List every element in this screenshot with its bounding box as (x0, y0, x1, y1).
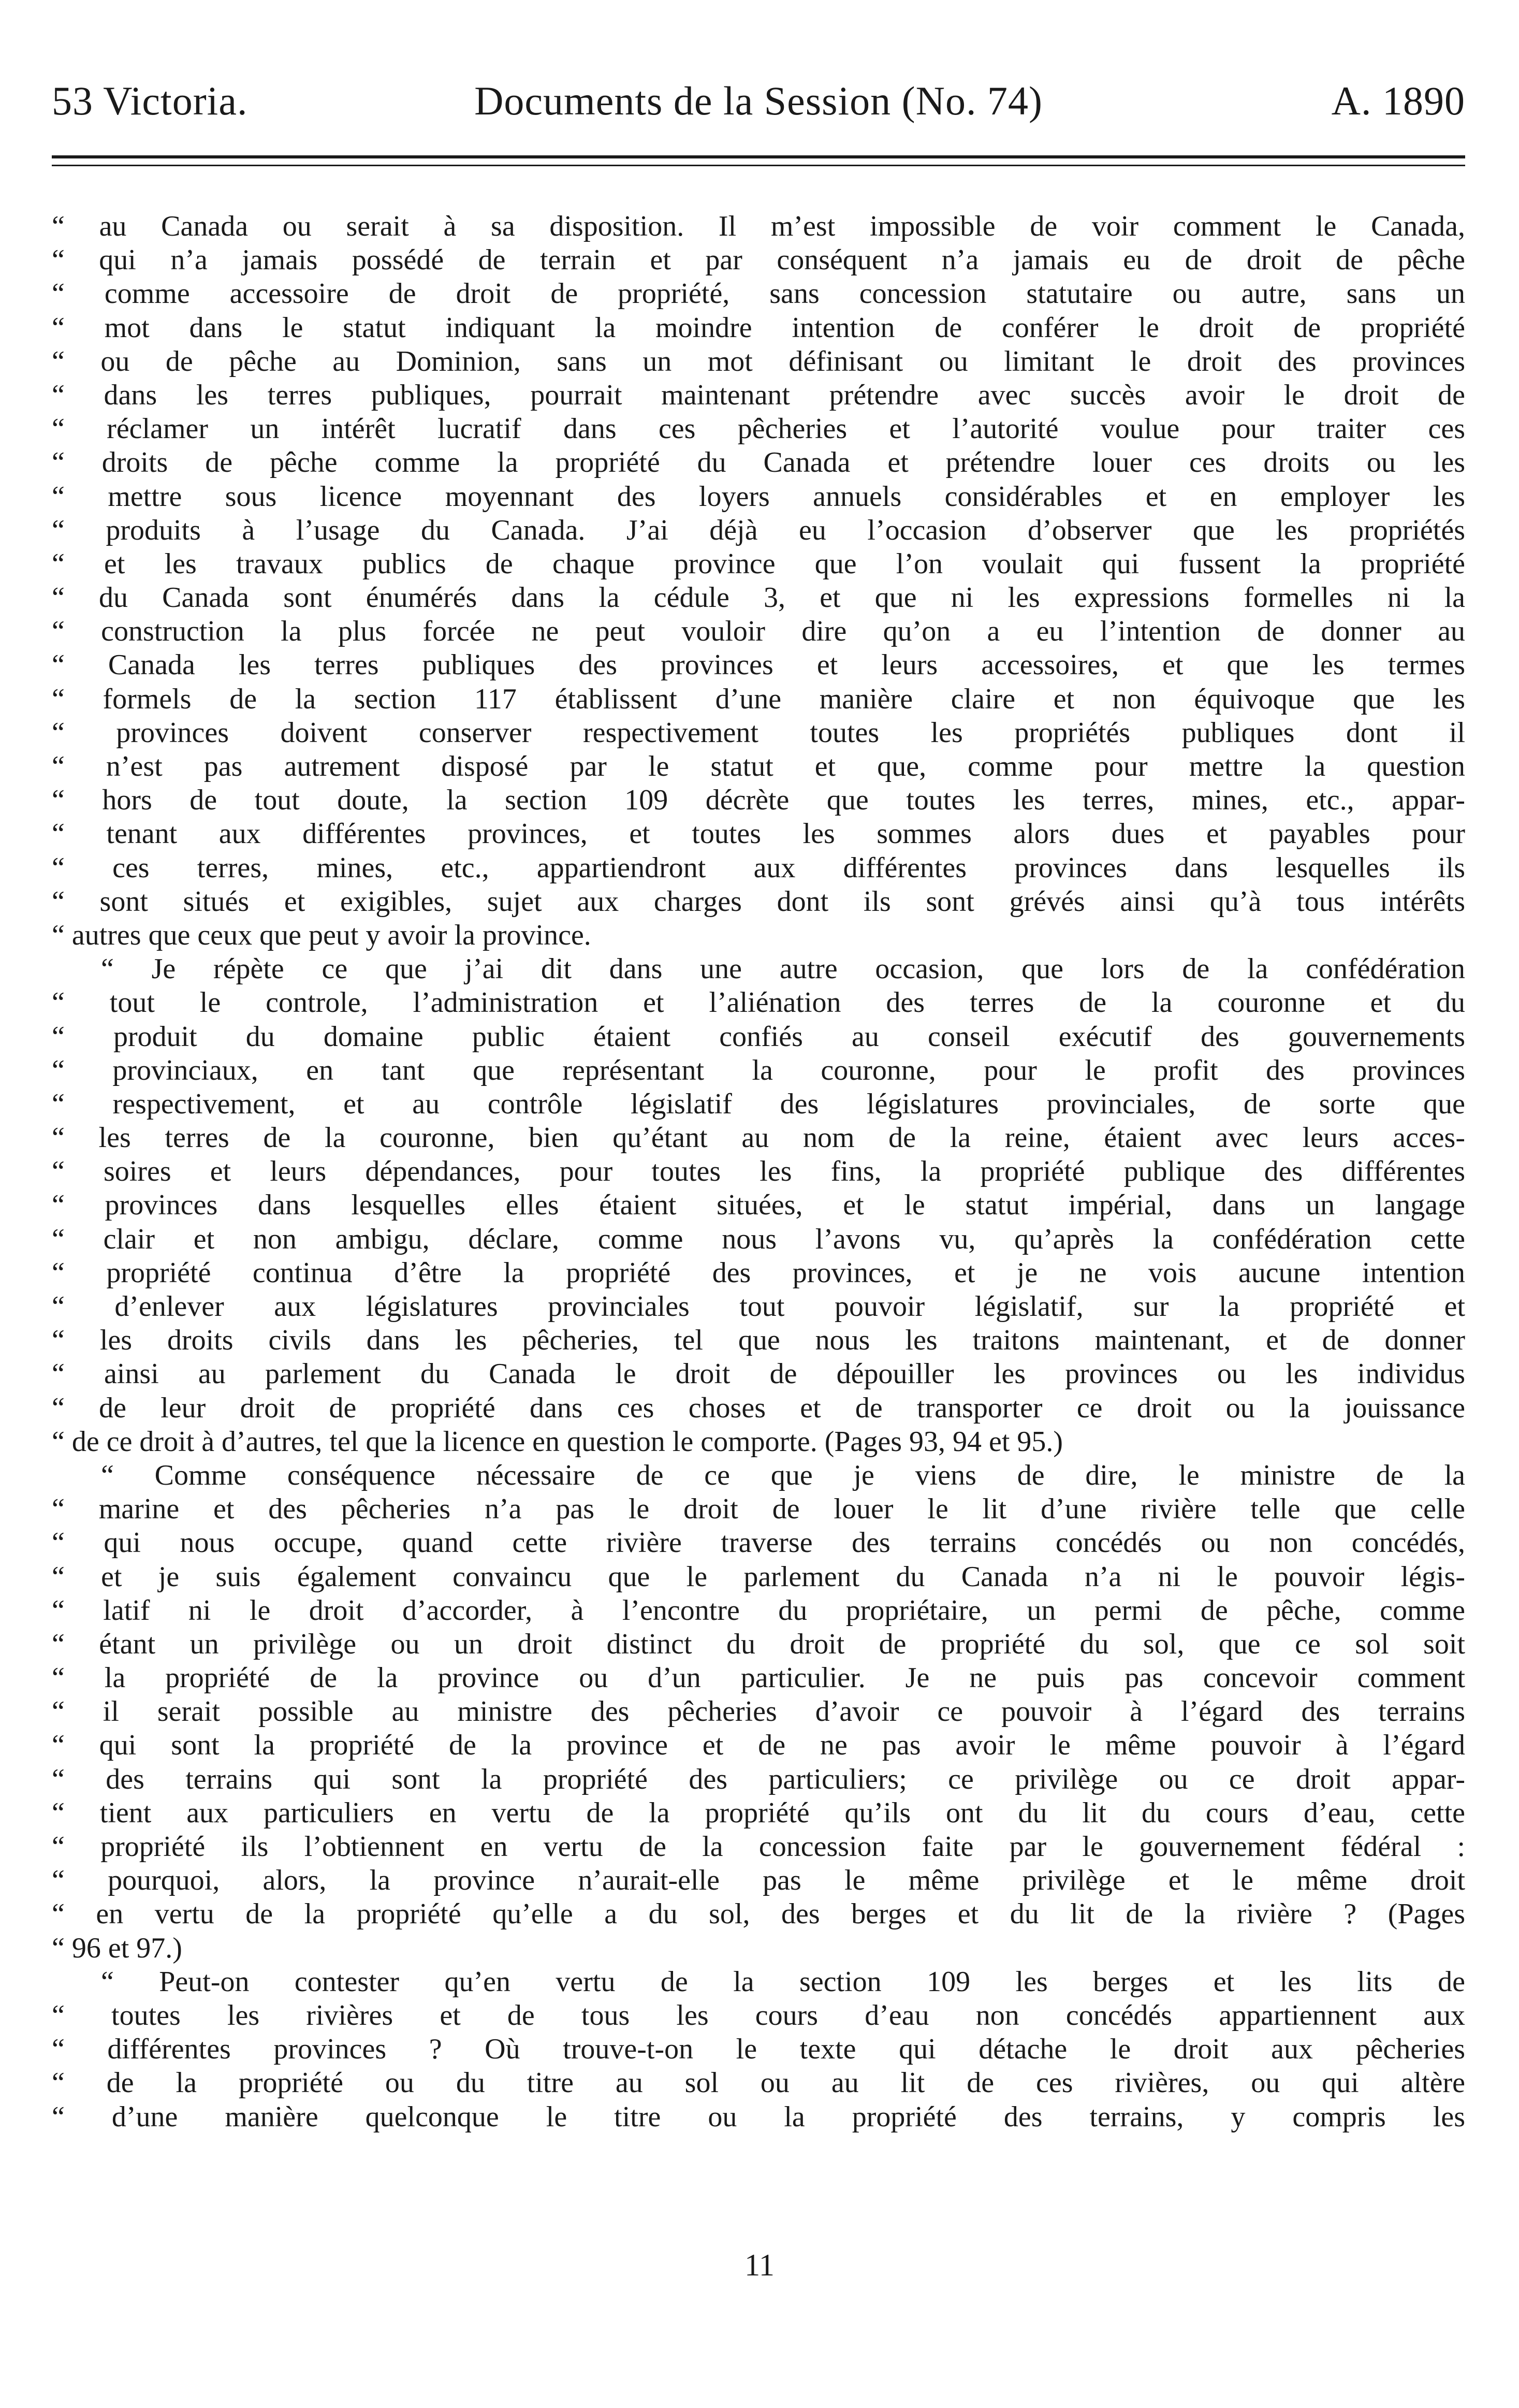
text-line: “ toutes les rivières et de tous les cours d’eau non concédés appartiennent aux (52, 1999, 1465, 2032)
text-line: “ qui nous occupe, quand cette rivière traverse des terrains concédés ou non concédés, (52, 1527, 1465, 1559)
header-volume: 53 Victoria. (52, 78, 248, 123)
text-line: “ qui sont la propriété de la province et de ne pas avoir le même pouvoir à l’égard (52, 1729, 1465, 1762)
text-line: “ pourquoi, alors, la province n’aurait-elle pas le même privilège et le même droit (52, 1864, 1465, 1897)
text-line: “ ces terres, mines, etc., appartiendront aux différentes provinces dans lesquelles ils (52, 851, 1465, 884)
text-line: “ en vertu de la propriété qu’elle a du sol, des berges et du lit de la rivière ? (Pages (52, 1898, 1465, 1931)
text-line: “ de leur droit de propriété dans ces choses et de transporter ce droit ou la jouissance (52, 1391, 1465, 1424)
text-line: “ Peut-on contester qu’en vertu de la section 109 les berges et les lits de (101, 1965, 1465, 1998)
text-line: “ clair et non ambigu, déclare, comme nous l’avons vu, qu’après la confédération cette (52, 1223, 1465, 1255)
text-line: “ de la propriété ou du titre au sol ou au lit de ces rivières, ou qui altère (52, 2067, 1465, 2099)
text-line: “ 96 et 97.) (52, 1932, 182, 1964)
text-line: “ produits à l’usage du Canada. J’ai déjà eu l’occasion d’observer que les propriétés (52, 514, 1465, 546)
text-line: “ ainsi au parlement du Canada le droit de dépouiller les provinces ou les individus (52, 1358, 1465, 1390)
text-line: “ hors de tout doute, la section 109 décrète que toutes les terres, mines, etc., appar- (52, 784, 1465, 817)
text-line: “ marine et des pêcheries n’a pas le droit de louer le lit d’une rivière telle que celle (52, 1493, 1465, 1526)
header-rule-thick (52, 155, 1465, 158)
text-line: “ soires et leurs dépendances, pour toutes les fins, la propriété publique des différentes (52, 1155, 1465, 1188)
text-line: “ formels de la section 117 établissent d’une manière claire et non équivoque que les (52, 683, 1465, 715)
text-line: “ mot dans le statut indiquant la moindre intention de conférer le droit de propriété (52, 311, 1465, 344)
text-line: “ autres que ceux que peut y avoir la province. (52, 919, 591, 951)
text-line: “ n’est pas autrement disposé par le statut et que, comme pour mettre la question (52, 750, 1465, 782)
text-line: “ des terrains qui sont la propriété des particuliers; ce privilège ou ce droit appar- (52, 1763, 1465, 1795)
text-line: “ et je suis également convaincu que le parlement du Canada n’a ni le pouvoir légis- (52, 1560, 1465, 1593)
text-line: “ au Canada ou serait à sa disposition. Il m’est impossible de voir comment le Canada, (52, 210, 1465, 242)
text-line: “ droits de pêche comme la propriété du Canada et prétendre louer ces droits ou les (52, 446, 1465, 479)
text-line: “ propriété ils l’obtiennent en vertu de la concession faite par le gouvernement fédéral : (52, 1831, 1465, 1863)
text-line: “ Comme conséquence nécessaire de ce que je viens de dire, le ministre de la (101, 1459, 1465, 1491)
text-line: “ et les travaux publics de chaque province que l’on voulait qui fussent la propriété (52, 547, 1465, 580)
text-line: “ Je répète ce que j’ai dit dans une autre occasion, que lors de la confédération (101, 953, 1465, 985)
text-line: “ réclamer un intérêt lucratif dans ces pêcheries et l’autorité voulue pour traiter ces (52, 413, 1465, 445)
text-line: “ différentes provinces ? Où trouve-t-on le texte qui détache le droit aux pêcheries (52, 2033, 1465, 2066)
text-line: “ sont situés et exigibles, sujet aux charges dont ils sont grévés ainsi qu’à tous intérêts (52, 885, 1465, 918)
text-line: “ latif ni le droit d’accorder, à l’encontre du propriétaire, un permi de pêche, comme (52, 1594, 1465, 1627)
running-header (52, 78, 1465, 135)
text-line: “ respectivement, et au contrôle législatif des législatures provinciales, de sorte que (52, 1087, 1465, 1120)
body-text (52, 210, 1465, 2134)
text-line: “ étant un privilège ou un droit distinct du droit de propriété du sol, que ce sol soit (52, 1628, 1465, 1660)
text-line: “ les droits civils dans les pêcheries, tel que nous les traitons maintenant, et de donner (52, 1324, 1465, 1357)
header-rule-thin (52, 165, 1465, 166)
header-year: A. 1890 (1331, 78, 1465, 123)
text-line: “ construction la plus forcée ne peut vouloir dire qu’on a eu l’intention de donner au (52, 615, 1465, 648)
text-line: “ propriété continua d’être la propriété des provinces, et je ne vois aucune intention (52, 1256, 1465, 1289)
text-line: “ Canada les terres publiques des provinces et leurs accessoires, et que les termes (52, 649, 1465, 681)
text-line: “ comme accessoire de droit de propriété, sans concession statutaire ou autre, sans un (52, 278, 1465, 310)
text-line: “ les terres de la couronne, bien qu’étant au nom de la reine, étaient avec leurs acces- (52, 1122, 1465, 1154)
text-line: “ dans les terres publiques, pourrait maintenant prétendre avec succès avoir le droit de (52, 379, 1465, 411)
text-line: “ tenant aux différentes provinces, et toutes les sommes alors dues et payables pour (52, 818, 1465, 850)
text-line: “ il serait possible au ministre des pêcheries d’avoir ce pouvoir à l’égard des terrains (52, 1695, 1465, 1728)
header-title: Documents de la Session (No. 74) (474, 78, 1043, 123)
text-line: “ de ce droit à d’autres, tel que la licence en question le comporte. (Pages 93, 94 et 95.) (52, 1425, 1063, 1458)
text-line: “ d’enlever aux législatures provinciales tout pouvoir législatif, sur la propriété et (52, 1290, 1465, 1323)
text-line: “ ou de pêche au Dominion, sans un mot définisant ou limitant le droit des provinces (52, 345, 1465, 378)
text-line: “ qui n’a jamais possédé de terrain et par conséquent n’a jamais eu de droit de pêche (52, 244, 1465, 277)
page-number: 11 (744, 2248, 775, 2282)
text-line: “ tout le controle, l’administration et l’aliénation des terres de la couronne et du (52, 987, 1465, 1019)
text-line: “ mettre sous licence moyennant des loyers annuels considérables et en employer les (52, 480, 1465, 513)
text-line: “ d’une manière quelconque le titre ou la propriété des terrains, y compris les (52, 2100, 1465, 2133)
text-line: “ provinces dans lesquelles elles étaient situées, et le statut impérial, dans un langage (52, 1189, 1465, 1222)
text-line: “ provinces doivent conserver respectivement toutes les propriétés publiques dont il (52, 716, 1465, 749)
text-line: “ provinciaux, en tant que représentant la couronne, pour le profit des provinces (52, 1054, 1465, 1086)
text-line: “ tient aux particuliers en vertu de la propriété qu’ils ont du lit du cours d’eau, cette (52, 1796, 1465, 1829)
text-line: “ produit du domaine public étaient confiés au conseil exécutif des gouvernements (52, 1020, 1465, 1053)
text-line: “ du Canada sont énumérés dans la cédule 3, et que ni les expressions formelles ni la (52, 582, 1465, 614)
text-line: “ la propriété de la province ou d’un particulier. Je ne puis pas concevoir comment (52, 1662, 1465, 1694)
